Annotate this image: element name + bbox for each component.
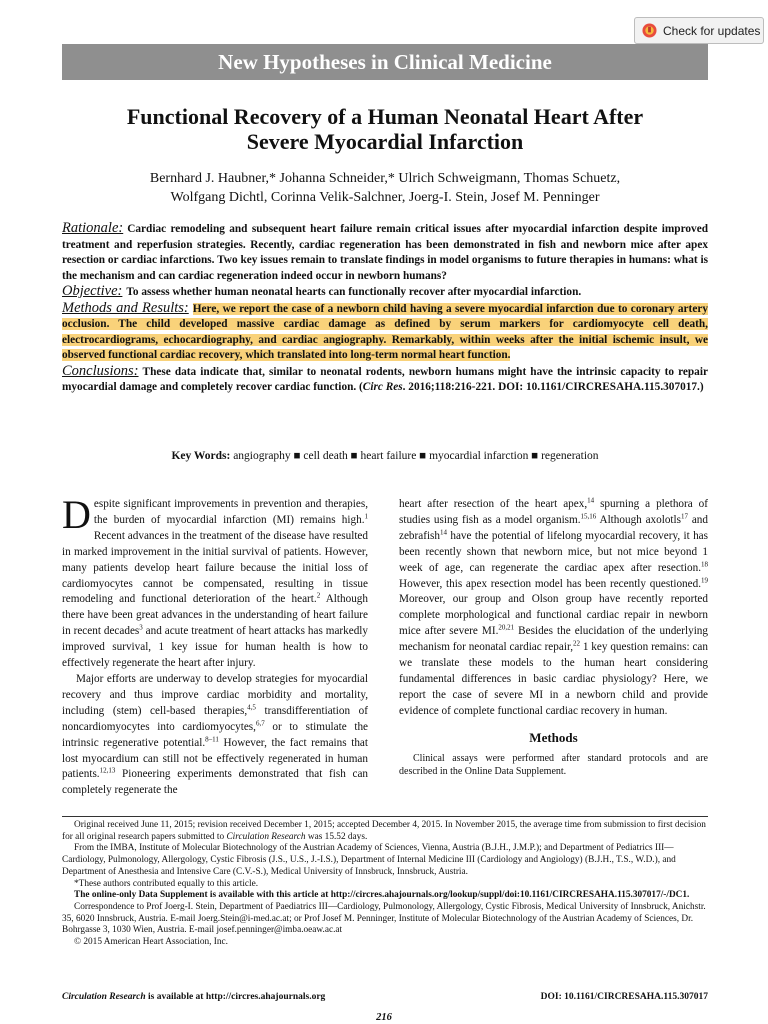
title-line-2: Severe Myocardial Infarction (246, 129, 524, 154)
footnote-divider (62, 816, 708, 817)
reference[interactable]: 6,7 (255, 718, 265, 727)
keywords (62, 450, 708, 462)
abstract (62, 221, 708, 396)
body-paragraph-1 (62, 492, 368, 672)
conclusions-text: These data indicate that, similar to neonatal rodents, newborn humans might have the intrinsic capacity to repair myocardial damage and completely recover cardiac function. (62, 365, 708, 393)
reference[interactable]: 3 (139, 623, 143, 632)
footer-doi: DOI: 10.1161/CIRCRESAHA.115.307017 (540, 992, 708, 1002)
text: Pioneering experiments demonstrated that fish can completely regenerate the (62, 768, 368, 797)
keyword-item[interactable]: myocardial infarction (429, 450, 529, 462)
footer-journal (62, 992, 325, 1002)
rationale-text: Cardiac remodeling and subsequent heart failure remain critical issues after myocardial infarction despite improved treatment and reperfusion strategies. Recently, cardiac regeneration has been demonstrated in fish and newborn mice after apex resection or cardiac infarctions. Two key issues remain to translate findings in model organisms to future therapies in humans: what is the mechanism and can cardiac regeneration indeed occur in newborn humans? (62, 223, 708, 282)
text: Major efforts are underway to develop strategies for myocardial recovery and thus improve cardiac morbidity and mortality, including (stem) cell-based therapies, (62, 672, 368, 717)
keyword-separator: ■ (290, 450, 304, 462)
keywords-label: Key Words: (171, 450, 231, 462)
authors-line-2: Wolfgang Dichtl, Corinna Velik-Salchner, Joerg-I. Stein, Josef M. Penninger (170, 189, 600, 205)
keyword-item[interactable]: cell death (303, 450, 348, 462)
reference[interactable]: 4,5 (247, 703, 256, 712)
methods-results-text-highlighted: Here, we report the case of a newborn child having a severe myocardial infarction due to coronary artery occlusion. The child developed massive cardiac damage as defined by serum markers for cardiomyocyte cell death, electrocardiograms, echocardiography, and cardiac angiography. Remarkably, within weeks after the initial ischemic insult, we observed functional cardiac recovery, which translated into long-term normal heart function. (62, 302, 708, 361)
footnote-equal-contribution: *These authors contributed equally to this article. (74, 878, 259, 889)
section-title: New Hypotheses in Clinical Medicine (218, 49, 552, 74)
text: and zebrafish (399, 513, 708, 542)
text: Although there have been great advances in the understanding of heart failure in recent decades (62, 593, 368, 638)
reference[interactable]: 17 (681, 512, 689, 521)
abstract-rationale (62, 221, 708, 284)
abstract-objective (62, 284, 708, 301)
keyword-separator: ■ (416, 450, 430, 462)
text: spurning a plethora of studies using fish as a model organism. (399, 498, 708, 526)
abstract-conclusions: Conclusions: These data indicate that, similar to neonatal rodents, newborn humans might have the intrinsic capacity to repair myocardial damage and completely recover cardiac function. (Circ Res. 2016;118:216-221. DOI: 10.1161/CIRCRESAHA.115.307017.) (62, 362, 708, 393)
citation-journal: Circ Res (362, 381, 403, 393)
text: or to stimulate the intrinsic regenerative potential. (62, 720, 369, 749)
rationale-heading: Rationale: (62, 220, 124, 236)
keyword-item[interactable]: regeneration (541, 450, 599, 462)
footnote-copyright: © 2015 American Heart Association, Inc. (74, 937, 228, 948)
body-paragraph-2 (62, 672, 368, 799)
footer-availability[interactable]: is available at http://circres.ahajournals.org (145, 992, 326, 1002)
authors-line-1: Bernhard J. Haubner,* Johanna Schneider,* Ulrich Schweigmann, Thomas Schuetz, (149, 171, 621, 186)
text: heart after resection of the heart apex, (399, 498, 588, 510)
reference[interactable]: 12,13 (99, 766, 116, 775)
author-list (62, 170, 708, 207)
reference[interactable]: 8–11 (205, 734, 219, 743)
text: Moreover, our group and Olson group have recently reported complete morphological and functional cardiac repair in newborn mice after severe MI. (399, 593, 708, 638)
text: and acute treatment of heart attacks has markedly improved survival, 1 key issue for human health is how to effectively regenerate the heart after injury. (62, 625, 368, 670)
page-number: 216 (376, 1012, 392, 1023)
reference[interactable]: 14 (440, 528, 447, 537)
reference[interactable]: 1 (364, 512, 368, 521)
title-line-1: Functional Recovery of a Human Neonatal Heart After (126, 104, 644, 129)
keyword-separator: ■ (528, 450, 542, 462)
text: Original received June 11, 2015; revision received December 1, 2015; accepted December 4, 2015. In November 2015, the average time from submission to first decision for all original research papers submitted to (62, 820, 706, 842)
text: However, the fact remains that lost myocardium can still not be effectively regenerated in human patients. (62, 736, 368, 781)
reference[interactable]: 15,16 (580, 512, 597, 521)
keyword-item[interactable]: angiography (233, 450, 291, 462)
conclusions-heading: Conclusions: (62, 362, 139, 379)
updates-label: Check for updates (663, 23, 761, 38)
keyword-item[interactable]: heart failure (360, 450, 417, 462)
body-column-right (399, 497, 708, 779)
objective-text: To assess whether human neonatal hearts can functionally recover after myocardial infarction. (126, 286, 582, 298)
check-for-updates-button[interactable] (634, 17, 764, 44)
methods-heading: Methods (529, 729, 578, 745)
text: have the potential of lifelong myocardial recovery, it has been recently shown that newborn mice, but not mice beyond 1 week of age, can regenerate the cardiac apex after resection. (399, 529, 708, 574)
body-column-left (62, 492, 369, 799)
citation-details: . 2016;118:216-221. (402, 381, 496, 393)
text: transdifferentiation of noncardiomyocytes into cardiomyocytes, (62, 704, 368, 733)
section-banner (62, 44, 708, 80)
keywords-list (233, 450, 598, 462)
keyword-separator: ■ (347, 450, 361, 462)
reference[interactable]: 20,21 (498, 623, 515, 632)
footer-journal-name: Circulation Research (62, 992, 146, 1002)
text: Recent advances in the treatment of the disease have resulted in marked improvement in the initial survival of patients. However, many patients develop heart failure because the initial loss of cardiomyocytes cannot be compensated, resulting in tissue remodeling and functional deterioration of the heart. (62, 529, 368, 606)
objective-heading: Objective: (62, 283, 123, 299)
text: was 15.52 days. (305, 831, 368, 842)
footnote-received (62, 820, 708, 843)
reference[interactable]: 2 (316, 591, 321, 600)
footnotes (62, 820, 708, 949)
reference[interactable]: 18 (701, 559, 708, 568)
footnote-correspondence: Correspondence to Prof Joerg-I. Stein, Department of Paediatrics III—Cardiology, Pulmonology, Allergology, Cystic Fibrosis, Medical University of Innsbruck, Anichstr. 35, 6020 Innsbruck, Austria. E-mail Joerg.Stein@i-med.ac.at; or Prof Josef M. Penninger, Institute of Molecular Biotechnology of the Austrian Academy of Sciences, Dr. Bohrgasse 3, 1030 Wien, Austria. E-mail josef.penninger@imba.oeaw.ac.at (62, 901, 706, 936)
text: Besides the elucidation of the underlying mechanism for neonatal cardiac repair, (399, 625, 708, 654)
footnote-affiliations: From the IMBA, Institute of Molecular Biotechnology of the Austrian Academy of Sciences, Vienna, Austria (B.J.H., J.M.P.); and Department of Pediatrics III—Cardiology, Pulmonology, Allergology, Cystic Fibrosis (J.S., U.S., J.-I.S.), Department of Internal Medicine III (Cardiology and Angiology) (B.J.H., T.S., W.D.), and Department of Anesthesia and Intensive Care (C.V.-S.), Medical University of Innsbruck, Innsbruck, Austria. (62, 843, 676, 877)
drop-cap: D (62, 492, 91, 537)
text: 1 key question remains: can we translate these models to the human heart considering fundamental differences in basic cardiac physiology? Here, we report the case of severe MI in a newborn child and provide evidence of complete functional cardiac recovery in human. (399, 641, 708, 717)
updates-icon (642, 23, 657, 38)
abstract-methods (62, 301, 708, 364)
methods-results-heading: Methods and Results: (62, 299, 189, 316)
reference[interactable]: 14 (587, 496, 595, 505)
footnote-supplement-link[interactable]: The online-only Data Supplement is available with this article at http://circres.ahajournals.org/lookup/suppl/doi:10.1161/CIRCRESAHA.115.307017/-/DC1. (74, 890, 690, 901)
reference[interactable]: 19 (701, 575, 708, 584)
text: espite significant improvements in prevention and therapies, the burden of myocardial infarction (MI) remains high. (93, 498, 368, 526)
text: Although axolotls (596, 513, 682, 526)
body-paragraph-3 (399, 497, 708, 720)
reference[interactable]: 22 (573, 639, 581, 648)
journal-name: Circulation Research (226, 831, 306, 842)
methods-text: Clinical assays were performed after standard protocols and are described in the Online Data Supplement. (399, 752, 708, 778)
article-title (62, 104, 708, 154)
abstract-doi: DOI: 10.1161/CIRCRESAHA.115.307017.) (498, 381, 704, 393)
text: However, this apex resection model has been recently questioned. (399, 577, 701, 590)
